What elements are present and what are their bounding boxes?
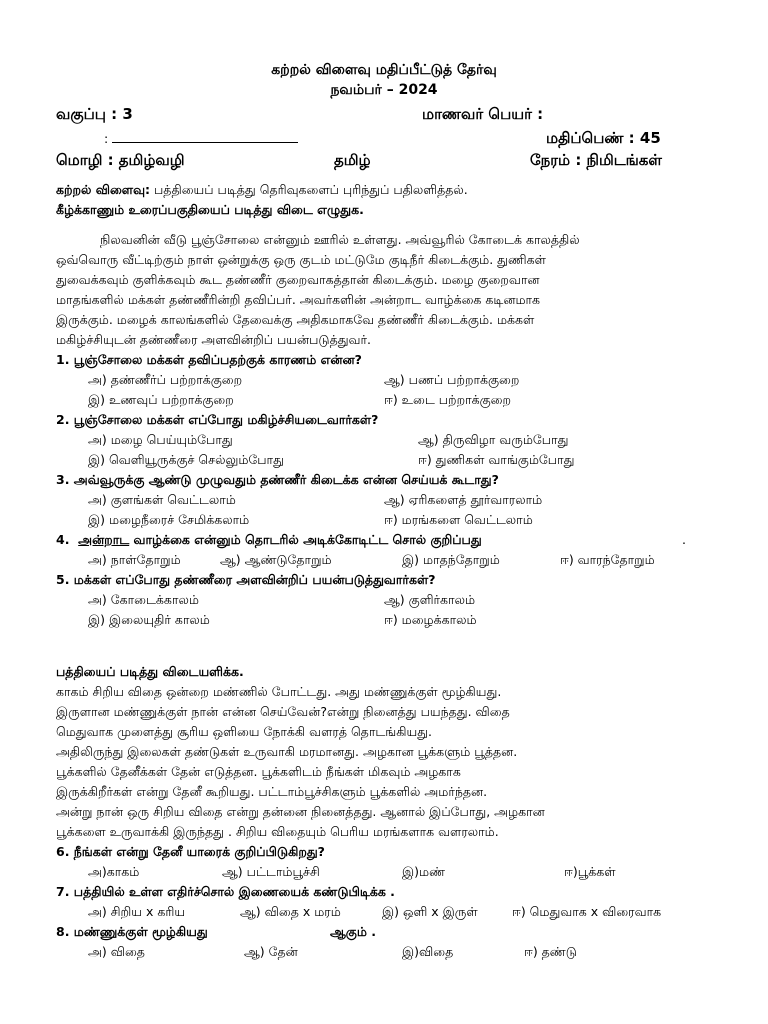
exam-date: நவம்பர் – 2024 xyxy=(330,82,438,98)
question-2: 2. பூஞ்சோலை மக்கள் எப்போது மகிழ்ச்சியடைவார்கள்? xyxy=(56,412,379,427)
option: இ) ஒளி x இருள் xyxy=(382,904,478,919)
option: ஈ) துணிகள் வாங்கும்போது xyxy=(418,452,575,467)
passage2-line: காகம் சிறிய விதை ஒன்றை மண்ணில் போட்டது. அது மண்ணுக்குள் மூழ்கியது. xyxy=(56,684,502,699)
passage1-line: இருக்கும். மழைக் காலங்களில் தேவைக்கு அதிகமாகவே தண்ணீர் கிடைக்கும். மக்கள் xyxy=(56,312,535,327)
option: இ) உணவுப் பற்றாக்குறை xyxy=(88,392,234,407)
trailing-dot: . xyxy=(682,532,686,547)
option: ஈ) தண்டு xyxy=(524,944,577,959)
option: அ) மழை பெய்யும்போது xyxy=(88,432,233,447)
class-label: வகுப்பு : 3 xyxy=(56,105,133,123)
passage1-line: மகிழ்ச்சியுடன் தண்ணீரை அளவின்றிப் பயன்படுத்துவர். xyxy=(56,332,372,347)
option: இ) மாதந்தோறும் xyxy=(402,552,500,567)
question-8-tail: ஆகும் . xyxy=(330,924,377,939)
option: ஆ) விதை x மரம் xyxy=(240,904,341,919)
time-label: நேரம் : நிமிடங்கள் xyxy=(530,151,662,169)
passage2-line: அன்று நான் ஒரு சிறிய விதை என்று தன்னை நினைத்தது. ஆனால் இப்போது, அழகான xyxy=(56,804,545,819)
exam-title: கற்றல் விளைவு மதிப்பீட்டுத் தேர்வு xyxy=(271,62,497,78)
option: இ) இலையுதிர் காலம் xyxy=(88,612,210,627)
outcome-text: பத்தியைப் படித்து தெரிவுகளைப் புரிந்துப் பதிலளித்தல். xyxy=(150,182,468,197)
option: அ) நாள்தோறும் xyxy=(88,552,181,567)
option: ஆ) பணப் பற்றாக்குறை xyxy=(384,372,520,387)
option: அ) தண்ணீர்ப் பற்றாக்குறை xyxy=(88,372,243,387)
option: அ) கோடைக்காலம் xyxy=(88,592,199,607)
option: ஆ) தேன் xyxy=(244,944,298,959)
passage2-line: இருளான மண்ணுக்குள் நான் என்ன செய்வேன்?என்று நினைத்து பயந்தது. விதை xyxy=(56,704,510,719)
passage2-line: பூக்களை உருவாக்கி இருந்தது . சிறிய விதையும் பெரிய மரங்களாக வளரலாம். xyxy=(56,824,499,839)
passage1-line: ஒவ்வொரு வீட்டிற்கும் நாள் ஒன்றுக்கு ஒரு குடம் மட்டுமே குடிநீர் கிடைக்கும். துணிகள் xyxy=(56,252,546,267)
marks-label: மதிப்பெண் : 45 xyxy=(546,129,661,147)
question-1: 1. பூஞ்சோலை மக்கள் தவிப்பதற்குக் காரணம் என்ன? xyxy=(56,352,362,367)
name-blank-line xyxy=(104,130,298,147)
question-4-number: 4. xyxy=(56,532,70,547)
passage2-line: மெதுவாக முளைத்து சூரிய ஒளியை நோக்கி வளரத் தொடங்கியது. xyxy=(56,724,433,739)
question-4-text: வாழ்க்கை என்னும் தொடரில் அடிக்கோடிட்ட சொல் குறிப்பது xyxy=(129,532,482,547)
option: ஆ) ஆண்டுதோறும் xyxy=(220,552,332,567)
option: ஈ) வாரந்தோறும் xyxy=(560,552,655,567)
name-colon: : xyxy=(104,131,109,146)
option: ஈ)பூக்கள் xyxy=(564,864,616,879)
option: ஈ) மெதுவாக x விரைவாக xyxy=(512,904,662,919)
passage2-line: பூக்களில் தேனீக்கள் தேன் எடுத்தன. பூக்களிடம் நீங்கள் மிகவும் அழகாக xyxy=(56,764,461,779)
blank-underline xyxy=(112,130,298,143)
option: இ) வெளியூருக்குச் செல்லும்போது xyxy=(88,452,284,467)
question-8: 8. மண்ணுக்குள் மூழ்கியது xyxy=(56,924,208,939)
passage2-line: அதிலிருந்து இலைகள் தண்டுகள் உருவாகி மரமானது. அழகான பூக்களும் பூத்தன. xyxy=(56,744,518,759)
passage1-line: நிலவனின் வீடு பூஞ்சோலை என்னும் ஊரில் உள்ளது. அவ்வூரில் கோடைக் காலத்தில் xyxy=(100,232,580,247)
question-4 xyxy=(56,532,482,548)
option: அ) குளங்கள் வெட்டலாம் xyxy=(88,492,236,507)
option: இ) மழைநீரைச் சேமிக்கலாம் xyxy=(88,512,250,527)
subject-label: தமிழ் xyxy=(334,151,371,169)
question-6: 6. நீங்கள் என்று தேனீ யாரைக் குறிப்பிடுகிறது? xyxy=(56,844,325,859)
question-3: 3. அவ்வூருக்கு ஆண்டு முழுவதும் தண்ணீர் கிடைக்க என்ன செய்யக் கூடாது? xyxy=(56,472,499,487)
underlined-word: அன்றாட xyxy=(78,532,130,547)
option: அ) சிறிய x கரிய xyxy=(88,904,186,919)
passage2-line: இருக்கிறீர்கள் என்று தேனீ கூறியது. பட்டாம்பூச்சிகளும் பூக்களில் அமர்ந்தன. xyxy=(56,784,488,799)
option: அ)காகம் xyxy=(88,864,140,879)
option: ஆ) பட்டாம்பூச்சி xyxy=(222,864,320,879)
task-instruction: கீழ்க்காணும் உரைப்பகுதியைப் படித்து விடை எழுதுக. xyxy=(56,202,364,217)
passage1-line: மாதங்களில் மக்கள் தண்ணீரின்றி தவிப்பர். அவர்களின் அன்றாட வாழ்க்கை கடினமாக xyxy=(56,292,541,307)
option: ஈ) மரங்களை வெட்டலாம் xyxy=(384,512,533,527)
option: அ) விதை xyxy=(88,944,145,959)
student-name-label: மாணவர் பெயர் : xyxy=(422,105,544,123)
question-7: 7. பத்தியில் உள்ள எதிர்ச்சொல் இணையைக் கண்டுபிடிக்க . xyxy=(56,884,395,899)
option: ஆ) குளிர்காலம் xyxy=(384,592,476,607)
option: ஆ) ஏரிகளைத் தூர்வாரலாம் xyxy=(384,492,543,507)
option: ஆ) திருவிழா வரும்போது xyxy=(418,432,569,447)
section2-title: பத்தியைப் படித்து விடையளிக்க. xyxy=(56,664,244,679)
option: இ)மண் xyxy=(402,864,445,879)
learning-outcome xyxy=(56,182,468,198)
outcome-label: கற்றல் விளைவு: xyxy=(56,182,151,197)
medium-label: மொழி : தமிழ்வழி xyxy=(56,151,185,169)
option: இ)விதை xyxy=(402,944,454,959)
option: ஈ) உடை பற்றாக்குறை xyxy=(384,392,511,407)
passage1-line: துவைக்கவும் குளிக்கவும் கூட தண்ணீர் குறைவாகத்தான் கிடைக்கும். மழை குறைவான xyxy=(56,272,540,287)
question-5: 5. மக்கள் எப்போது தண்ணீரை அளவின்றிப் பயன்படுத்துவார்கள்? xyxy=(56,572,436,587)
option: ஈ) மழைக்காலம் xyxy=(384,612,477,627)
